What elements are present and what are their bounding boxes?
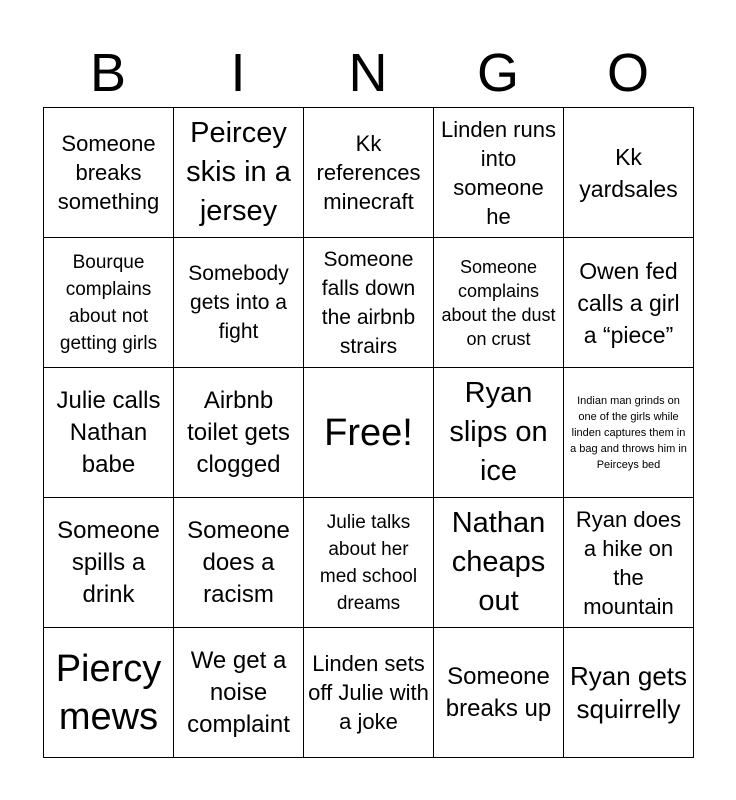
bingo-cell[interactable] (44, 498, 174, 628)
bingo-cell[interactable] (434, 498, 564, 628)
cell-text: Someone breaks something (57, 131, 160, 214)
header-letter-n: N (348, 43, 388, 103)
cell-text: Owen fed calls a girl a “piece” (577, 257, 680, 348)
bingo-cell[interactable] (564, 108, 694, 238)
cell-text: Someone complains about the dust on crust (441, 256, 556, 349)
cell-text: Ryan slips on ice (449, 377, 548, 487)
cell-text: Linden runs into someone he (441, 116, 556, 229)
free-space-text: Free! (324, 411, 413, 454)
cell-text: We get a noise complaint (187, 646, 290, 738)
bingo-cell[interactable] (304, 498, 434, 628)
free-space[interactable] (304, 368, 434, 498)
cell-text: Indian man grinds on one of the girls while linden captures them in a bag and throws him in Peirceys bed (570, 394, 687, 471)
cell-text: Someone breaks up (445, 662, 552, 722)
header-letter-b: B (89, 43, 127, 103)
cell-text: Piercy mews (55, 647, 162, 738)
bingo-cell[interactable] (564, 238, 694, 368)
cell-text: Linden sets off Julie with a joke (308, 651, 429, 734)
bingo-cell[interactable] (174, 498, 304, 628)
bingo-cell[interactable] (44, 108, 174, 238)
cell-text: Kk yardsales (579, 143, 678, 202)
bingo-cell[interactable] (564, 498, 694, 628)
bingo-cell[interactable] (564, 368, 694, 498)
cell-text: Peircey skis in a jersey (186, 117, 291, 227)
bingo-cell[interactable] (434, 108, 564, 238)
bingo-cell[interactable] (434, 238, 564, 368)
bingo-cell[interactable] (564, 628, 694, 758)
bingo-cell[interactable] (434, 628, 564, 758)
cell-text: Someone does a racism (187, 516, 290, 608)
bingo-cell[interactable] (304, 108, 434, 238)
cell-text: Julie calls Nathan babe (56, 386, 161, 478)
cell-text: Nathan cheaps out (451, 507, 546, 617)
bingo-cell[interactable] (44, 628, 174, 758)
bingo-cell[interactable] (434, 368, 564, 498)
cell-text: Someone falls down the airbnb strairs (321, 247, 416, 358)
cell-text: Ryan gets squirrelly (569, 660, 688, 724)
header-letter-g: G (476, 43, 519, 103)
cell-text: Someone spills a drink (57, 516, 160, 608)
cell-text: Airbnb toilet gets clogged (187, 386, 290, 478)
cell-text: Somebody gets into a fight (188, 262, 289, 343)
bingo-cell[interactable] (44, 368, 174, 498)
cell-text: Kk references minecraft (316, 131, 421, 214)
header-letter-i: I (230, 43, 246, 103)
header-letter-o: O (606, 43, 649, 103)
cell-text: Julie talks about her med school dreams (319, 511, 418, 614)
bingo-board (43, 107, 694, 758)
bingo-cell[interactable] (44, 238, 174, 368)
bingo-cell[interactable] (304, 238, 434, 368)
bingo-header (43, 40, 693, 106)
cell-text: Ryan does a hike on the mountain (575, 506, 682, 619)
bingo-cell[interactable] (174, 108, 304, 238)
bingo-cell[interactable] (174, 238, 304, 368)
bingo-cell[interactable] (304, 628, 434, 758)
bingo-cell[interactable] (174, 368, 304, 498)
bingo-cell[interactable] (174, 628, 304, 758)
cell-text: Bourque complains about not getting girls (59, 251, 158, 354)
